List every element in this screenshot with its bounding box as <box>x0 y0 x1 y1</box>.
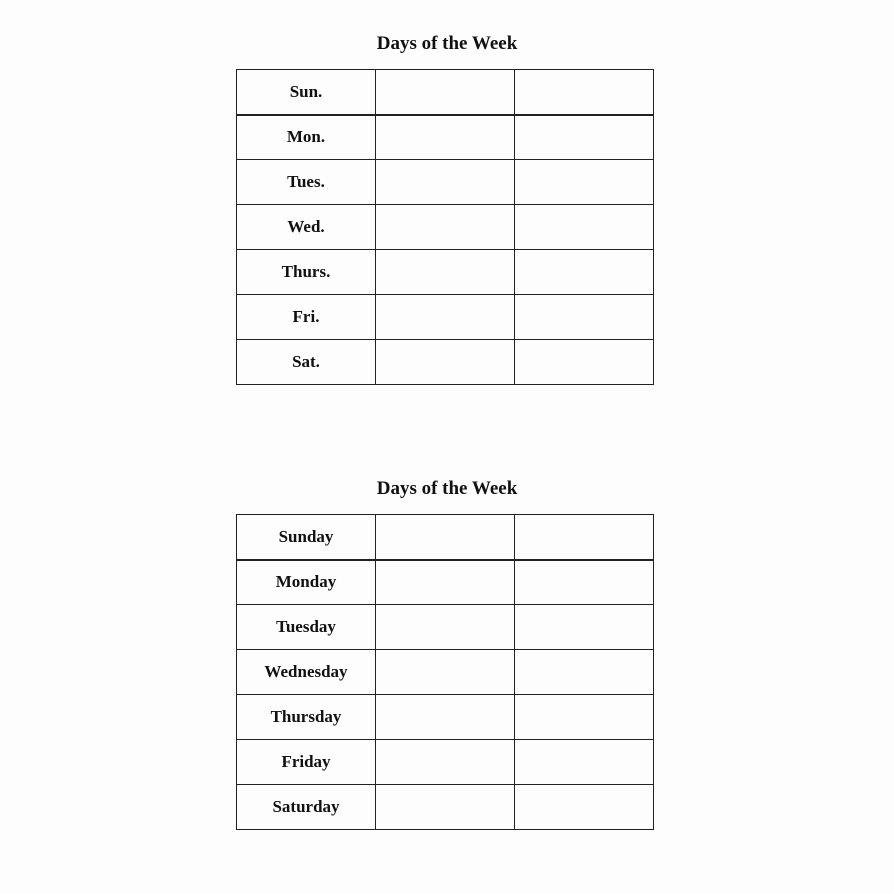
blank-cell <box>515 205 654 250</box>
full-days-section <box>0 475 894 816</box>
blank-cell <box>376 250 515 295</box>
table-title: Days of the Week <box>376 33 518 54</box>
table-row <box>237 160 654 205</box>
blank-cell <box>376 695 515 740</box>
table-row <box>237 650 654 695</box>
blank-cell <box>376 560 515 605</box>
table-row <box>237 70 654 115</box>
abbreviated-days-section <box>0 30 894 371</box>
blank-cell <box>376 205 515 250</box>
day-label: Tues. <box>237 160 376 205</box>
table-row <box>237 515 654 560</box>
blank-cell <box>376 785 515 830</box>
blank-cell <box>515 515 654 560</box>
blank-cell <box>376 650 515 695</box>
blank-cell <box>515 785 654 830</box>
blank-cell <box>515 605 654 650</box>
blank-cell <box>376 115 515 160</box>
day-label: Wed. <box>237 205 376 250</box>
blank-cell <box>515 295 654 340</box>
blank-cell <box>515 740 654 785</box>
blank-cell <box>515 695 654 740</box>
day-label: Sunday <box>237 515 376 560</box>
day-label: Thursday <box>237 695 376 740</box>
blank-cell <box>376 295 515 340</box>
table-row <box>237 605 654 650</box>
blank-cell <box>376 70 515 115</box>
day-label: Friday <box>237 740 376 785</box>
day-label: Fri. <box>237 295 376 340</box>
blank-cell <box>515 70 654 115</box>
table-row <box>237 205 654 250</box>
table-row <box>237 695 654 740</box>
blank-cell <box>376 740 515 785</box>
day-label: Monday <box>237 560 376 605</box>
abbreviated-days-table <box>236 69 654 385</box>
blank-cell <box>515 160 654 205</box>
blank-cell <box>515 250 654 295</box>
day-label: Sat. <box>237 340 376 385</box>
table-row <box>237 295 654 340</box>
day-label: Thurs. <box>237 250 376 295</box>
day-label: Tuesday <box>237 605 376 650</box>
table-title: Days of the Week <box>376 478 518 499</box>
blank-cell <box>515 115 654 160</box>
day-label: Sun. <box>237 70 376 115</box>
full-days-table <box>236 514 654 830</box>
blank-cell <box>376 515 515 560</box>
blank-cell <box>376 340 515 385</box>
blank-cell <box>515 340 654 385</box>
blank-cell <box>515 560 654 605</box>
day-label: Saturday <box>237 785 376 830</box>
blank-cell <box>515 650 654 695</box>
blank-cell <box>376 605 515 650</box>
day-label: Mon. <box>237 115 376 160</box>
table-row <box>237 740 654 785</box>
table-row <box>237 340 654 385</box>
table-row <box>237 250 654 295</box>
table-row <box>237 115 654 160</box>
table-row <box>237 560 654 605</box>
blank-cell <box>376 160 515 205</box>
table-row <box>237 785 654 830</box>
day-label: Wednesday <box>237 650 376 695</box>
